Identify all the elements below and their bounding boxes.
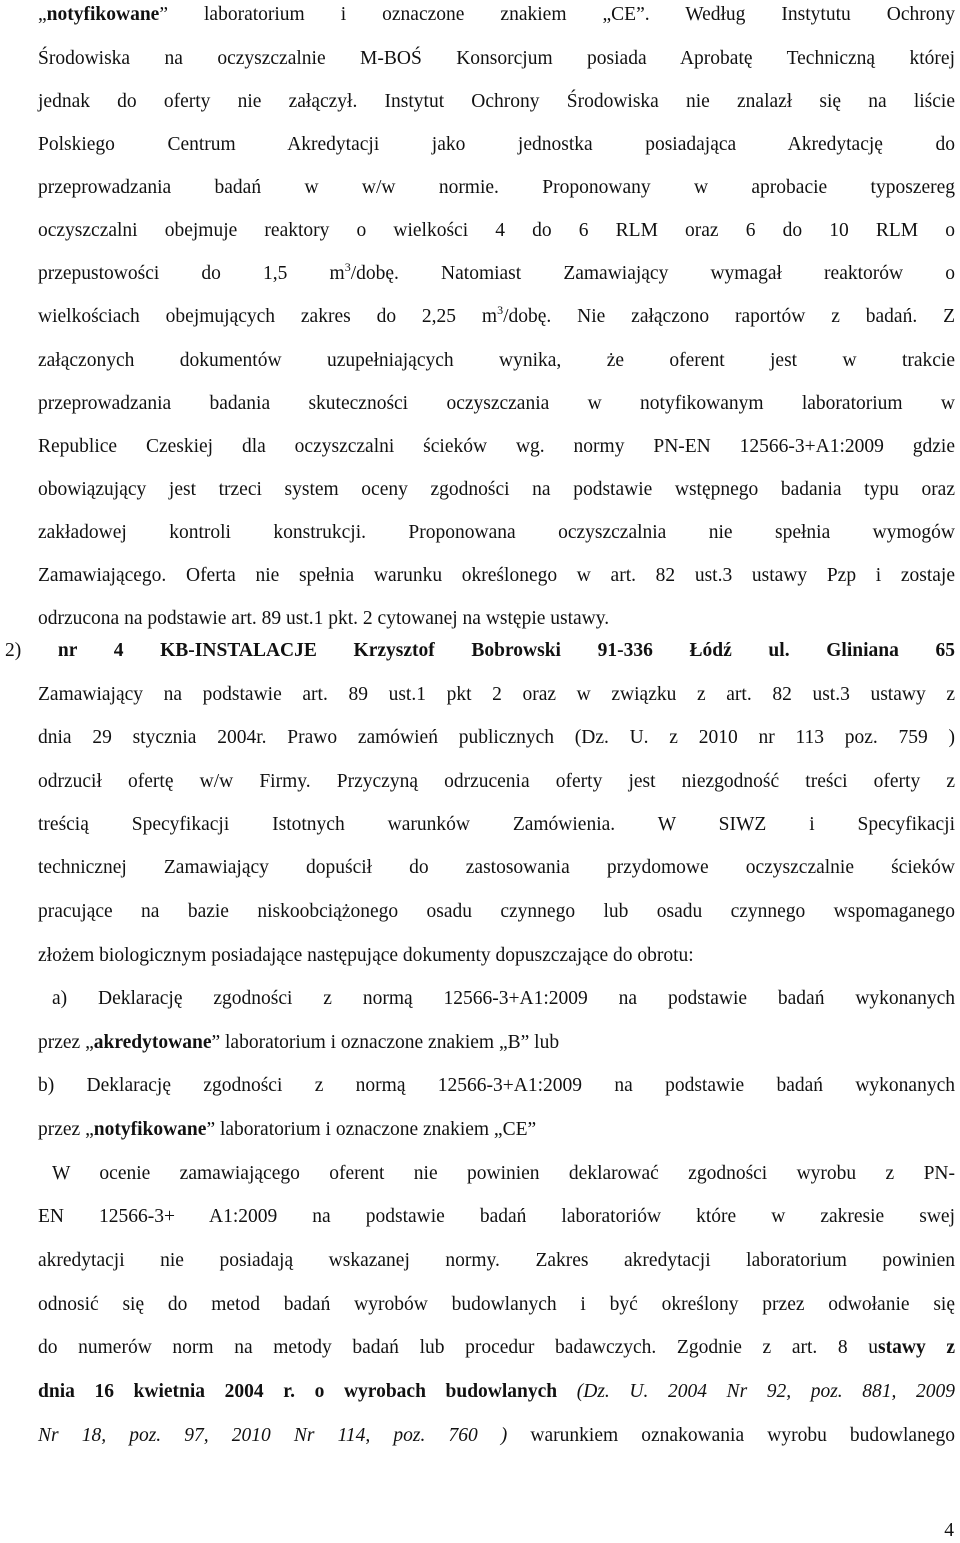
text-line: przez „notyfikowane” laboratorium i oznaczone znakiem „CE” <box>38 1119 537 1140</box>
list-item-a: a) Deklarację zgodności z normą 12566-3+A1:2009 na podstawie badań wykonanych <box>52 988 955 1009</box>
list-item-b: b) Deklarację zgodności z normą 12566-3+A1:2009 na podstawie badań wykonanych <box>38 1075 955 1096</box>
list-item-heading: 2) nr 4 KB-INSTALACJE Krzysztof Bobrowski 91-336 Łódź ul. Gliniana 65 <box>5 640 955 661</box>
text-line: przepustowości do 1,5 $m^3$/dobę. Natomiast Zamawiający wymagał reaktorów o <box>38 259 955 284</box>
page-number: 4 <box>944 1520 954 1541</box>
text-line: zakładowej kontroli konstrukcji. Proponowana oczyszczalnia nie spełnia wymogów <box>38 522 955 543</box>
text-line: akredytacji nie posiadają wskazanej normy. Zakres akredytacji laboratorium powinien <box>38 1250 955 1271</box>
text-line: do numerów norm na metody badań lub procedur badawczych. Zgodnie z art. 8 ustawy z <box>38 1337 956 1358</box>
text-line: jednak do oferty nie załączył. Instytut Ochrony Środowiska nie znalazł się na liście <box>38 91 955 112</box>
text-line: EN 12566-3+ A1:2009 na podstawie badań laboratoriów które w zakresie swej <box>38 1206 955 1227</box>
text-line: technicznej Zamawiający dopuścił do zastosowania przydomowe oczyszczalnie ścieków <box>38 857 955 878</box>
text-line: pracujące na bazie niskoobciążonego osadu czynnego lub osadu czynnego wspomaganego <box>38 901 955 922</box>
text-line: odrzucona na podstawie art. 89 ust.1 pkt. 2 cytowanej na wstępie ustawy. <box>38 608 610 629</box>
text-line: Nr 18, poz. 97, 2010 Nr 114, poz. 760 ) warunkiem oznakowania wyrobu budowlanego <box>38 1425 955 1446</box>
text-line: W ocenie zamawiającego oferent nie powinien deklarować zgodności wyrobu z PN- <box>52 1163 955 1184</box>
text-line: przeprowadzania badania skuteczności oczyszczania w notyfikowanym laboratorium w <box>38 393 955 414</box>
text-line: wielkościach obejmujących zakres do 2,25 $m^3$/dobę. Nie załączono raportów z badań. Z <box>38 302 955 327</box>
text-line: złożem biologicznym posiadające następujące dokumenty dopuszczające do obrotu: <box>38 945 694 966</box>
text-line: treścią Specyfikacji Istotnych warunków Zamówienia. W SIWZ i Specyfikacji <box>38 814 955 835</box>
text-line: Polskiego Centrum Akredytacji jako jednostka posiadająca Akredytację do <box>38 134 955 155</box>
text-line: załączonych dokumentów uzupełniających wynika, że oferent jest w trakcie <box>38 350 955 371</box>
text-line: Środowiska na oczyszczalnie M-BOŚ Konsorcjum posiada Aprobatę Techniczną której <box>38 48 955 69</box>
text-line: odrzucił ofertę w/w Firmy. Przyczyną odrzucenia oferty jest niezgodność treści oferty z <box>38 771 955 792</box>
text-line: dnia 16 kwietnia 2004 r. o wyrobach budowlanych (Dz. U. 2004 Nr 92, poz. 881, 2009 <box>38 1381 956 1402</box>
text-line: przez „akredytowane” laboratorium i oznaczone znakiem „B” lub <box>38 1032 560 1053</box>
text-line: odnosić się do metod badań wyrobów budowlanych i być określony przez odwołanie się <box>38 1294 955 1315</box>
text-line: obowiązujący jest trzeci system oceny zgodności na podstawie wstępnego badania typu oraz <box>38 479 955 500</box>
text-line: „notyfikowane” laboratorium i oznaczone znakiem „CE”. Według Instytutu Ochrony <box>38 4 955 25</box>
text-line: przeprowadzania badań w w/w normie. Proponowany w aprobacie typoszereg <box>38 177 955 198</box>
text-line: Zamawiający na podstawie art. 89 ust.1 pkt 2 oraz w związku z art. 82 ust.3 ustawy z <box>38 684 955 705</box>
text-line: oczyszczalni obejmuje reaktory o wielkości 4 do 6 RLM oraz 6 do 10 RLM o <box>38 220 955 241</box>
text-line: Zamawiającego. Oferta nie spełnia warunku określonego w art. 82 ust.3 ustawy Pzp i zostaje <box>38 565 955 586</box>
text-line: dnia 29 stycznia 2004r. Prawo zamówień publicznych (Dz. U. z 2010 nr 113 poz. 759 ) <box>38 727 955 748</box>
text-line: Republice Czeskiej dla oczyszczalni ścieków wg. normy PN-EN 12566-3+A1:2009 gdzie <box>38 436 955 457</box>
